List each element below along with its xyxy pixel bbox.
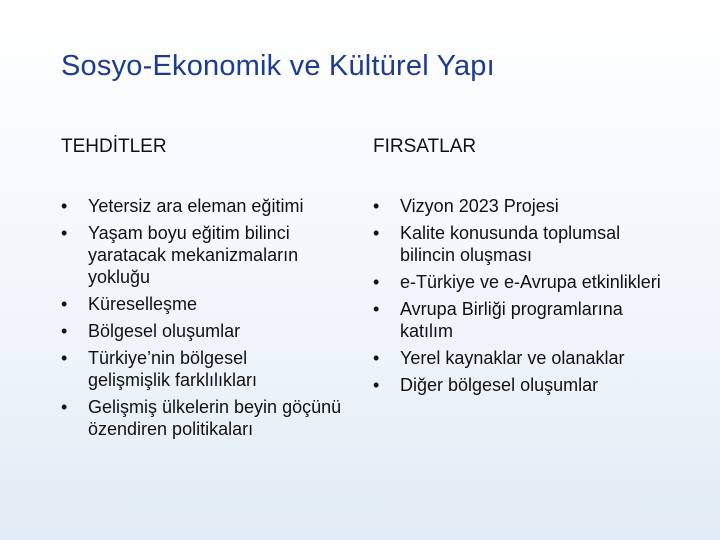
threats-list xyxy=(61,195,361,445)
opportunity-item: • Avrupa Birliği programlarına katılım xyxy=(373,298,660,342)
opportunity-item: • Vizyon 2023 Projesi xyxy=(373,195,703,217)
slide-title: Sosyo-Ekonomik ve Kültürel Yapı xyxy=(61,50,495,82)
threat-item: • Gelişmiş ülkelerin beyin göçünü özendiren politikaları xyxy=(61,396,353,440)
opportunity-item: • Yerel kaynaklar ve olanaklar xyxy=(373,347,703,369)
opportunities-column xyxy=(373,136,703,395)
threat-item: • Küreselleşme xyxy=(61,293,361,315)
threats-heading: TEHDİTLER xyxy=(61,136,167,157)
opportunity-item: • Diğer bölgesel oluşumlar xyxy=(373,374,703,396)
opportunities-heading: FIRSATLAR xyxy=(373,136,477,157)
opportunity-item: • Kalite konusunda toplumsal bilincin oluşması xyxy=(373,222,670,266)
threats-column xyxy=(61,136,361,439)
threat-item: • Türkiye’nin bölgesel gelişmişlik farklılıkları xyxy=(61,347,318,391)
opportunity-item: • e-Türkiye ve e-Avrupa etkinlikleri xyxy=(373,271,703,293)
threat-item: • Yaşam boyu eğitim bilinci yaratacak mekanizmaların yokluğu xyxy=(61,222,308,288)
opportunities-list xyxy=(373,195,703,401)
threat-item: • Bölgesel oluşumlar xyxy=(61,320,361,342)
threat-item: • Yetersiz ara eleman eğitimi xyxy=(61,195,338,217)
